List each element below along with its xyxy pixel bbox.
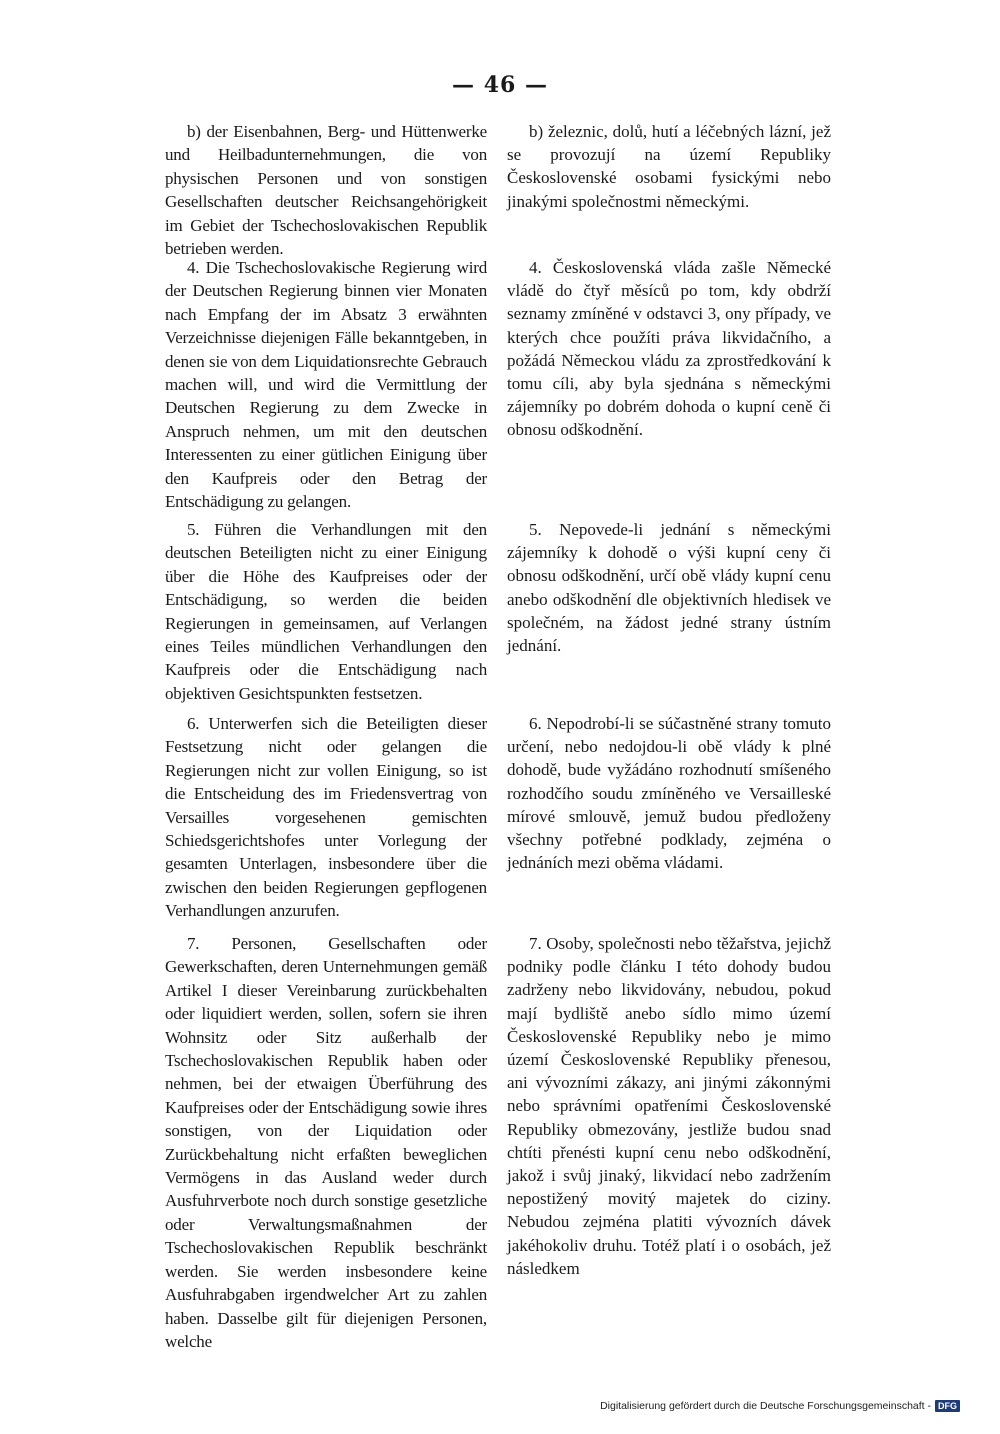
page-number: — 46 — [452, 72, 548, 98]
czech-paragraph-7: 7. Osoby, společnosti nebo těžařstva, jejichž podniky podle článku I této dohody budou zadrženy nebo likvidovány, nebudou, pokud mají bydliště anebo sídlo mimo území Československé Republiky nebo je mimo území Československé Republiky přenesou, ani vývozními zákazy, ani jinými zákonnými nebo správními opatřeními Československé Republiky obmezovány, jestliže budou snad chtíti přenésti kupní cenu nebo odškodnění, jakož i svůj jinaký, likvidací nebo zadržením nepostižený movitý majetek do ciziny. Nebudou zejména platiti vývozních dávek jakéhokoliv druhu. Totéž platí i o osobách, jež následkem [507, 934, 831, 1278]
german-paragraph-4: 4. Die Tschechoslovakische Regierung wird der Deutschen Regierung binnen vier Monaten nach Empfang der im Absatz 3 erwähnten Verzeichnisse diejenigen Fälle bekanntgeben, in denen sie von dem Liquidationsrechte Gebrauch machen will, und wird die Vermittlung der Deutschen Regierung zu dem Zwecke in Anspruch nehmen, um mit den deutschen Interessenten zu einer gütlichen Einigung über den Kaufpreis oder den Betrag der Entschädigung zu gelangen. [165, 258, 487, 512]
czech-paragraph-b: b) železnic, dolů, hutí a léčebných lázní, jež se provozují na území Republiky Československé osobami fysickými nebo jinakými společnostmi německými. [507, 122, 831, 211]
dfg-logo-icon: DFG [935, 1400, 960, 1412]
german-paragraph-5: 5. Führen die Verhandlungen mit den deutschen Beteiligten nicht zu einer Einigung über die Höhe des Kaufpreises oder der Entschädigung, so werden die beiden Regierungen in gemeinsamen, auf Verlangen eines Teiles mündlichen Verhandlungen den Kaufpreis oder die Entschädigung nach objektiven Gesichtspunkten festsetzen. [165, 520, 487, 703]
digitization-footer [600, 1400, 960, 1412]
german-paragraph-7: 7. Personen, Gesellschaften oder Gewerkschaften, deren Unternehmungen gemäß Artikel I dieser Vereinbarung zurückbehalten oder liquidiert werden, sollen, sofern sie ihren Wohnsitz oder Sitz außerhalb der Tschechoslovakischen Republik haben oder nehmen, bei der etwaigen Überführung des Kaufpreises oder der Entschädigung sowie ihres sonstigen, von der Liquidation oder Zurückbehaltung nicht erfaßten beweglichen Vermögens in das Ausland weder durch Ausfuhrverbote noch durch sonstige gesetzliche oder Verwaltungsmaßnahmen der Tschechoslovakischen Republik beschränkt werden. Sie werden insbesondere keine Ausfuhrabgaben irgendwelcher Art zu zahlen haben. Dasselbe gilt für diejenigen Personen, welche [165, 934, 487, 1351]
footer-text: Digitalisierung gefördert durch die Deutsche Forschungsgemeinschaft - [600, 1400, 931, 1412]
czech-paragraph-5: 5. Nepovede-li jednání s německými zájemníky k dohodě o výši kupní ceny či obnosu odškodnění, určí obě vlády kupní cenu anebo odškodnění dle objektivních hledisek ve společném, na žádost jedné strany ústním jednání. [507, 520, 831, 656]
czech-paragraph-4: 4. Československá vláda zašle Německé vládě do čtyř měsíců po tom, kdy obdrží seznamy zmíněné v odstavci 3, ony případy, ve kterých chce použíti práva likvidačního, a požádá Německou vládu za zprostředkování k tomu cíli, aby byla sjednána s německými zájemníky po dobrém dohoda o kupní ceně či obnosu odškodnění. [507, 258, 831, 440]
german-paragraph-b: b) der Eisenbahnen, Berg- und Hüttenwerke und Heilbadunternehmungen, die von physischen Personen und von sonstigen Gesellschaften deutscher Reichsangehörigkeit im Gebiet der Tschechoslovakischen Republik betrieben werden. [165, 122, 487, 259]
german-paragraph-6: 6. Unterwerfen sich die Beteiligten dieser Festsetzung nicht oder gelangen die Regierungen nicht zur vollen Einigung, so ist die Entscheidung des im Friedensvertrag von Versailles vorgesehenen gemischten Schiedsgerichtshofes unter Vorlegung der gesamten Unterlagen, insbesondere über die zwischen den beiden Regierungen gepflogenen Verhandlungen anzurufen. [165, 714, 487, 921]
czech-paragraph-6: 6. Nepodrobí-li se súčastněné strany tomuto určení, nebo nedojdou-li obě vlády k plné dohodě, bude vyžádáno rozhodnutí smíšeného rozhodčího soudu zmíněného ve Versailleské mírové smlouvě, jemuž budou předloženy všechny potřebné podklady, zejména o jednáních mezi oběma vládami. [507, 714, 831, 873]
